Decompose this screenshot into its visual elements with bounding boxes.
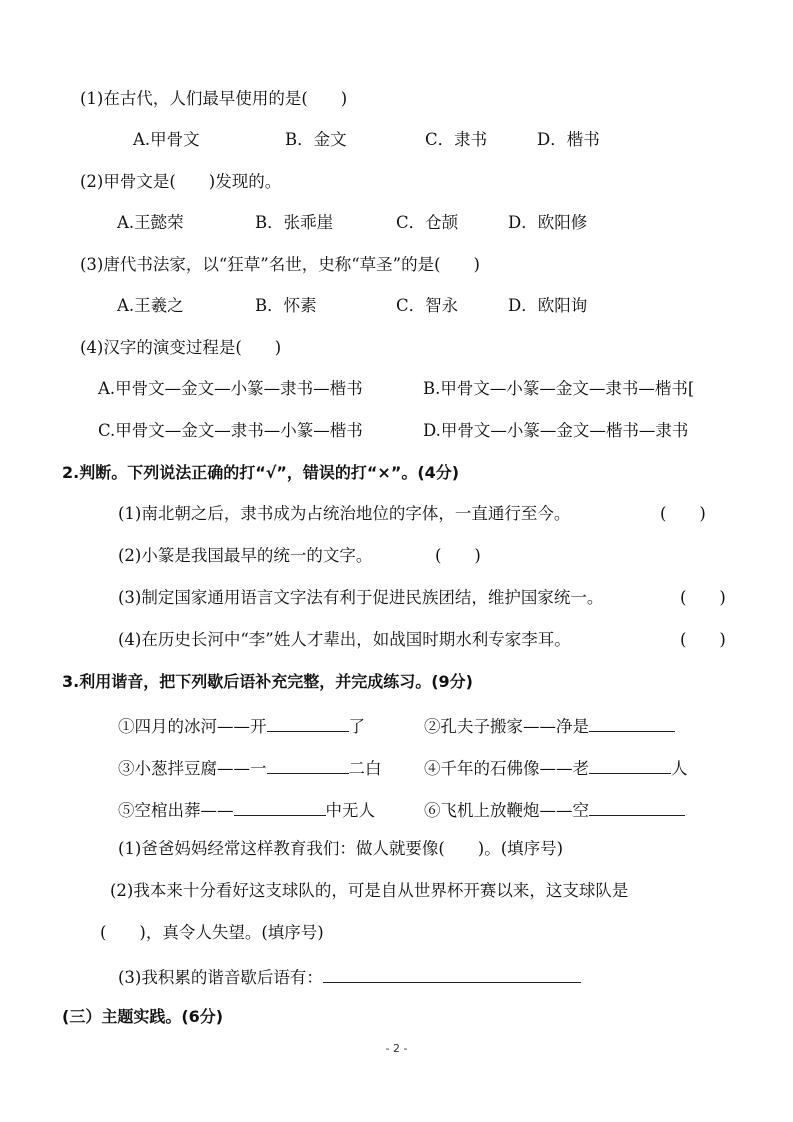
- q1-option-a: A.甲骨文: [133, 130, 200, 149]
- section4-heading: (三）主题实践。(6分): [62, 1007, 224, 1026]
- q4-option-a: A.甲骨文—金文—小篆—隶书—楷书: [98, 379, 363, 398]
- section3-heading: 3.利用谐音，把下列歇后语补充完整，并完成练习。(9分): [62, 672, 473, 691]
- answer-bracket: ( ): [660, 504, 706, 523]
- section3-q3-text: (3)我积累的谐音歇后语有：: [118, 968, 323, 987]
- answer-blank[interactable]: [589, 797, 685, 816]
- riddle-6: [424, 797, 685, 822]
- riddle-text: ③小葱拌豆腐——一: [118, 759, 267, 778]
- q1-option-d: D．楷书: [537, 130, 600, 149]
- q3-option-c: C．智永: [396, 296, 459, 315]
- riddle-text: ①四月的冰河——开: [118, 717, 267, 736]
- q4-option-b: B.甲骨文—小篆—金文—隶书—楷书[: [423, 379, 695, 398]
- q1-option-b: B．金文: [285, 130, 347, 149]
- riddle-text: 二白: [348, 759, 382, 778]
- q2-stem: (2)甲骨文是( )发现的。: [80, 172, 282, 191]
- q3-option-a: A.王羲之: [117, 296, 184, 315]
- riddle-text: ④千年的石佛像——老: [424, 759, 589, 778]
- riddle-text: ②孔夫子搬家——净是: [424, 717, 589, 736]
- answer-bracket: ( ): [435, 546, 481, 565]
- answer-blank[interactable]: [267, 755, 349, 774]
- judge-item-text: (2)小篆是我国最早的统一的文字。: [118, 546, 373, 565]
- judge-item-text: (1)南北朝之后，隶书成为占统治地位的字体，一直通行至今。: [118, 504, 571, 523]
- section3-q3: [118, 964, 581, 989]
- answer-blank[interactable]: [589, 713, 675, 732]
- riddle-1: [118, 713, 365, 738]
- answer-blank[interactable]: [323, 964, 581, 983]
- q3-option-d: D．欧阳询: [508, 296, 588, 315]
- q4-stem: (4)汉字的演变过程是( ): [80, 338, 282, 357]
- answer-blank[interactable]: [589, 755, 671, 774]
- section3-q1: (1)爸爸妈妈经常这样教育我们：做人就要像( )。(填序号): [118, 839, 564, 858]
- answer-blank[interactable]: [267, 713, 349, 732]
- section3-q2-line2: ( )，真令人失望。(填序号): [100, 923, 324, 942]
- section3-q2-line1: (2)我本来十分看好这支球队的，可是自从世界杯开赛以来，这支球队是: [110, 881, 629, 900]
- q1-option-c: C．隶书: [425, 130, 488, 149]
- riddle-text: 了: [348, 717, 365, 736]
- riddle-5: [118, 797, 375, 822]
- riddle-text: ⑥飞机上放鞭炮——空: [424, 801, 589, 820]
- q2-option-d: D．欧阳修: [508, 213, 588, 232]
- answer-bracket: ( ): [680, 588, 726, 607]
- q3-option-b: B．怀素: [255, 296, 317, 315]
- q2-option-b: B．张乖崖: [255, 213, 334, 232]
- riddle-3: [118, 755, 382, 780]
- answer-blank[interactable]: [234, 797, 326, 816]
- riddle-2: [424, 713, 675, 738]
- q1-stem: (1)在古代，人们最早使用的是( ): [80, 89, 348, 108]
- judge-item-text: (4)在历史长河中“李”姓人才辈出，如战国时期水利专家李耳。: [118, 630, 571, 649]
- q4-option-c: C.甲骨文—金文—隶书—小篆—楷书: [98, 421, 363, 440]
- q3-stem: (3)唐代书法家，以“狂草”名世，史称“草圣”的是( ): [80, 255, 480, 274]
- answer-bracket: ( ): [680, 630, 726, 649]
- riddle-text: 人: [671, 759, 688, 778]
- q2-option-a: A.王懿荣: [117, 213, 184, 232]
- q4-option-d: D.甲骨文—小篆—金文—楷书—隶书: [423, 421, 689, 440]
- riddle-4: [424, 755, 688, 780]
- riddle-text: ⑤空棺出葬——: [118, 801, 234, 820]
- section2-heading: 2.判断。下列说法正确的打“√”，错误的打“×”。(4分): [62, 463, 460, 482]
- riddle-text: 中无人: [325, 801, 375, 820]
- judge-item-text: (3)制定国家通用语言文字法有利于促进民族团结，维护国家统一。: [118, 588, 604, 607]
- q2-option-c: C．仓颉: [396, 213, 459, 232]
- page-number: - 2 -: [385, 1042, 408, 1055]
